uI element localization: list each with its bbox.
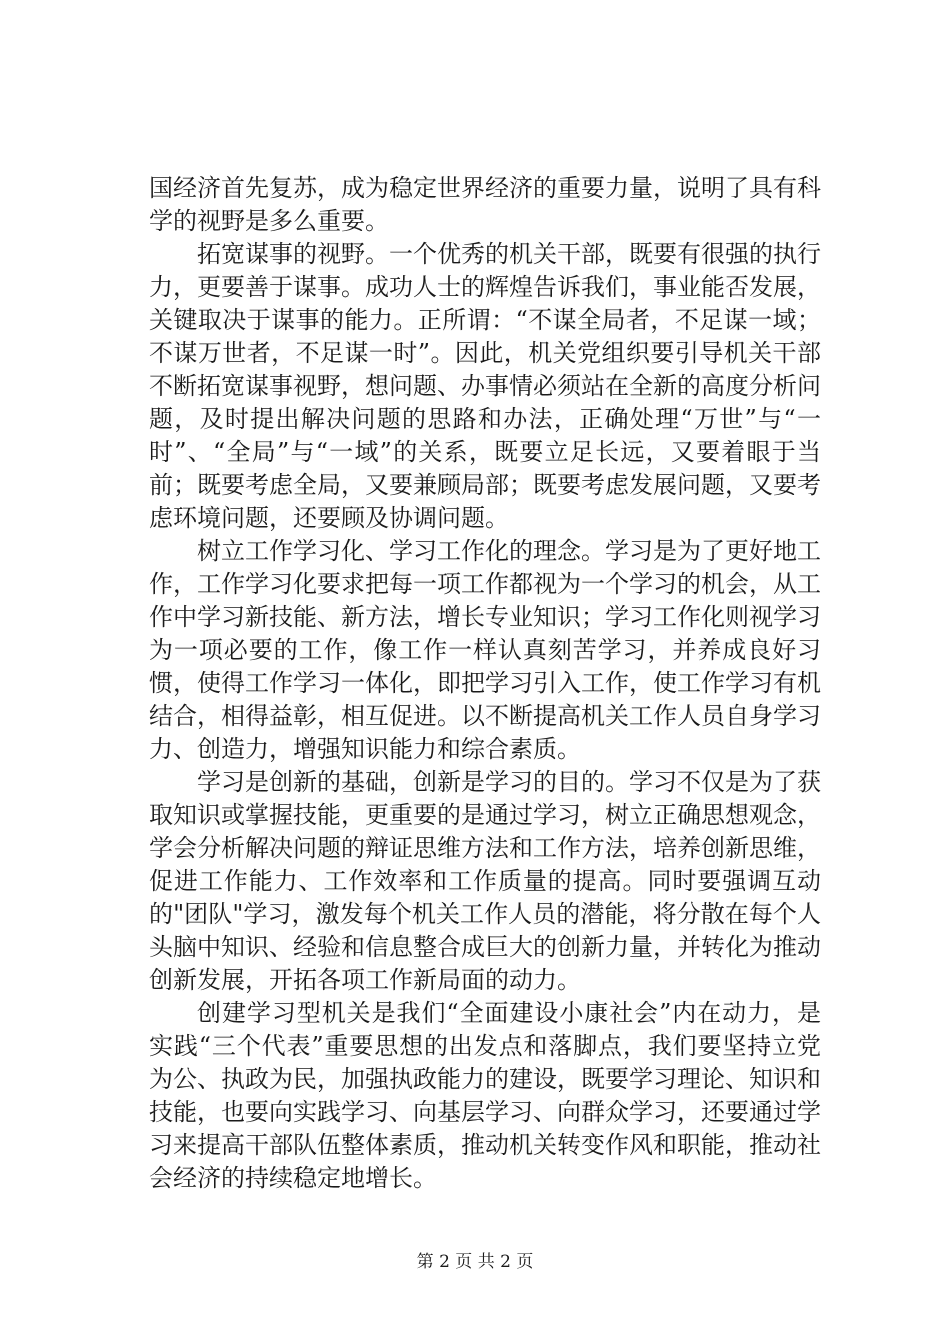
paragraph-learning-work-concept: 树立工作学习化、学习工作化的理念。学习是为了更好地工作，工作学习化要求把每一项工作都视为一个学习的机会，从工作中学习新技能、新方法，增长专业知识；学习工作化则视学习为一项必要的工作，像工作一样认真刻苦学习，并养成良好习惯，使得工作学习一体化，即把学习引入工作，使工作学习有机结合，相得益彰，相互促进。以不断提高机关工作人员自身学习力、创造力，增强知识能力和综合素质。 — [149, 537, 821, 763]
paragraph-learning-organization: 创建学习型机关是我们“全面建设小康社会”内在动力，是实践“三个代表”重要思想的出发点和落脚点，我们要坚持立党为公、执政为民，加强执政能力的建设，既要学习理论、知识和技能，也要向实践学习、向基层学习、向群众学习，还要通过学习来提高干部队伍整体素质，推动机关转变作风和职能，推动社会经济的持续稳定地增长。 — [149, 999, 821, 1192]
paragraph-learning-innovation: 学习是创新的基础，创新是学习的目的。学习不仅是为了获取知识或掌握技能，更重要的是通过学习，树立正确思想观念，学会分析解决问题的辩证思维方法和工作方法，培养创新思维，促进工作能力、工作效率和工作质量的提高。同时要强调互动的"团队"学习，激发每个机关工作人员的潜能，将分散在每个人头脑中知识、经验和信息整合成巨大的创新力量，并转化为推动创新发展，开拓各项工作新局面的动力。 — [149, 768, 821, 994]
page-number-footer: 第 2 页 共 2 页 — [416, 1252, 534, 1272]
paragraph-broaden-vision: 拓宽谋事的视野。一个优秀的机关干部，既要有很强的执行力，更要善于谋事。成功人士的辉煌告诉我们，事业能否发展，关键取决于谋事的能力。正所谓：“不谋全局者，不足谋一域；不谋万世者，不足谋一时”。因此，机关党组织要引导机关干部不断拓宽谋事视野，想问题、办事情必须站在全新的高度分析问题，及时提出解决问题的思路和办法，正确处理“万世”与“一时”、“全局”与“一域”的关系，既要立足长远，又要着眼于当前；既要考虑全局，又要兼顾局部；既要考虑发展问题，又要考虑环境问题，还要顾及协调问题。 — [149, 240, 821, 532]
paragraph-continuation: 国经济首先复苏，成为稳定世界经济的重要力量，说明了具有科学的视野是多么重要。 — [149, 174, 821, 235]
document-body — [149, 172, 821, 1195]
